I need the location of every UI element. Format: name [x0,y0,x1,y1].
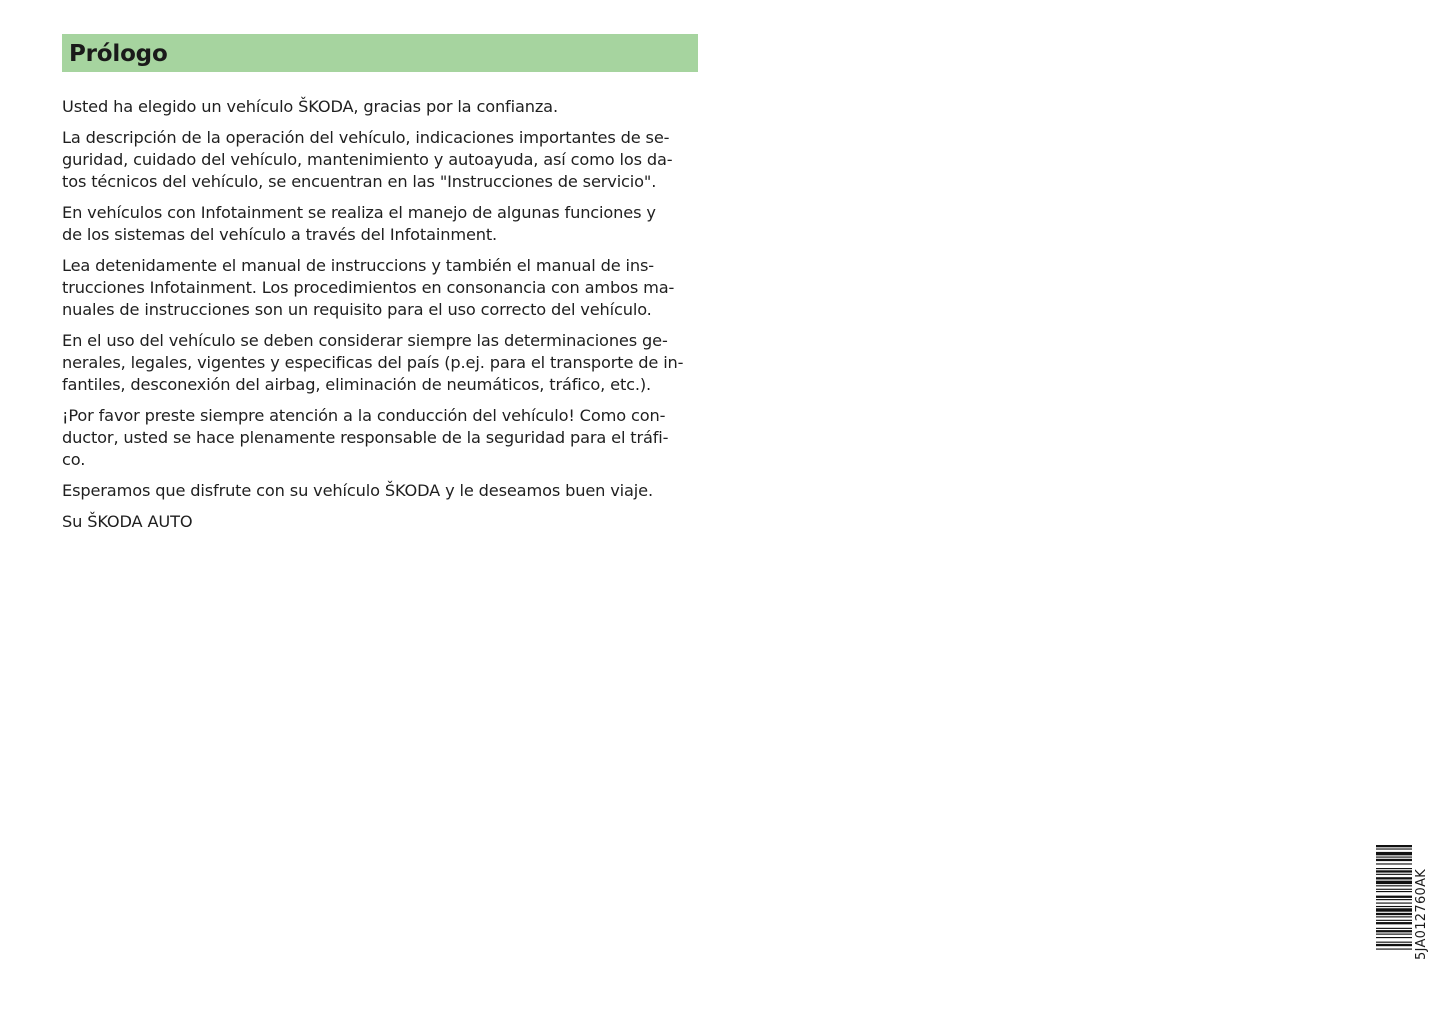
paragraph [62,202,712,246]
barcode-stripe [1376,944,1412,946]
paragraph-line: tos técnicos del vehículo, se encuentran en las "Instrucciones de servicio". [62,172,657,191]
barcode-stripe [1376,881,1412,884]
paragraph [62,127,712,193]
paragraph-line: ¡Por favor preste siempre atención a la conducción del vehículo! Como con- [62,406,666,425]
paragraph [62,255,712,321]
barcode-stripe [1376,899,1412,900]
barcode-stripe [1376,848,1412,849]
barcode-icon [1376,845,1412,983]
paragraph [62,96,712,118]
barcode-stripe [1376,885,1412,886]
paragraph-line: Su ŠKODA AUTO [62,512,193,531]
barcode-stripe [1376,852,1412,855]
paragraph-line: ductor, usted se hace plenamente responsable de la seguridad para el tráfi- [62,428,669,447]
barcode-stripe [1376,930,1412,932]
barcode-stripe [1376,903,1412,904]
barcode-stripe [1376,949,1412,950]
barcode-stripe [1376,916,1412,917]
barcode-stripe [1376,937,1412,938]
barcode-stripe [1376,934,1412,935]
paragraph-line: nuales de instrucciones son un requisito para el uso correcto del vehículo. [62,300,652,319]
paragraph-line: Usted ha elegido un vehículo ŠKODA, gracias por la confianza. [62,97,558,116]
barcode-stripe [1376,874,1412,875]
paragraph [62,330,712,396]
paragraph-line: En vehículos con Infotainment se realiza el manejo de algunas funciones y [62,203,656,222]
paragraph-line: de los sistemas del vehículo a través del Infotainment. [62,225,498,244]
paragraph-line: Lea detenidamente el manual de instruccions y también el manual de ins- [62,256,654,275]
paragraph-line: nerales, legales, vigentes y especificas del país (p.ej. para el transporte de in- [62,353,684,372]
barcode-stripe [1376,928,1412,929]
barcode-stripe [1376,920,1412,921]
paragraph-line: Esperamos que disfrute con su vehículo ŠKODA y le deseamos buen viaje. [62,481,653,500]
barcode-stripe [1376,891,1412,892]
section-title-bar [62,34,698,72]
barcode-stripe [1376,877,1412,879]
paragraph-line: En el uso del vehículo se deben considerar siempre las determinaciones ge- [62,331,668,350]
paragraph-line: co. [62,450,86,469]
barcode-stripe [1376,870,1412,872]
prologue-body [62,96,712,542]
barcode-stripe [1376,859,1412,861]
barcode-stripe [1376,908,1412,911]
barcode-stripe [1376,889,1412,890]
barcode-stripe [1376,868,1412,869]
barcode-stripe [1376,896,1412,898]
barcode-stripe [1376,906,1412,907]
barcode-stripe [1376,922,1412,924]
barcode-stripe [1376,845,1412,847]
barcode-stripe [1376,942,1412,943]
paragraph-line: guridad, cuidado del vehículo, mantenimiento y autoayuda, así como los da- [62,150,673,169]
page-title: Prólogo [69,41,168,67]
paragraph-line: trucciones Infotainment. Los procedimientos en consonancia con ambos ma- [62,278,675,297]
barcode-stripe [1376,857,1412,858]
barcode-stripe [1376,913,1412,915]
barcode-stripe [1376,863,1412,864]
paragraph-line: fantiles, desconexión del airbag, eliminación de neumáticos, tráfico, etc.). [62,375,652,394]
barcode-code: 5JA012760AK [1414,868,1429,960]
paragraph [62,405,712,471]
paragraph-line: La descripción de la operación del vehículo, indicaciones importantes de se- [62,128,670,147]
paragraph [62,480,712,502]
signature [62,511,712,533]
